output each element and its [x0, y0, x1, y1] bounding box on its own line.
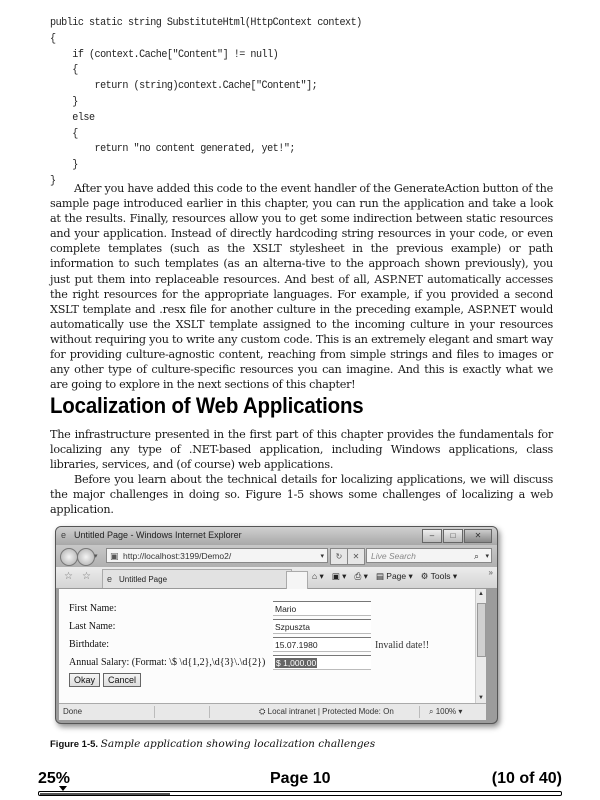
window-title: Untitled Page - Windows Internet Explorer	[74, 530, 242, 540]
favorites-star-icon[interactable]: ☆	[64, 571, 73, 582]
zoom-icon: ⌕	[429, 707, 436, 716]
search-icon[interactable]: ⌕	[473, 551, 479, 561]
code-line: }	[50, 95, 78, 108]
history-dropdown-icon[interactable]: ▾	[94, 553, 98, 560]
status-divider	[154, 706, 155, 718]
forward-button[interactable]	[77, 548, 95, 566]
section-heading: Localization of Web Applications	[50, 393, 364, 418]
code-listing	[50, 16, 362, 190]
salary-label: Annual Salary: (Format: \$ \d{1,2},\d{3}\.\d{2})	[69, 657, 266, 668]
vertical-scrollbar[interactable]	[475, 589, 486, 703]
birthdate-field[interactable]: 15.07.1980	[273, 637, 371, 652]
search-input[interactable]	[366, 548, 492, 563]
figure-browser-screenshot	[55, 526, 498, 724]
ie-tab-icon: e	[107, 574, 113, 584]
salary-field[interactable]	[273, 655, 371, 670]
code-line: return (string)context.Cache["Content"];	[50, 80, 318, 93]
ie-logo-icon: e	[61, 530, 67, 540]
scroll-thumb[interactable]	[477, 603, 486, 657]
first-name-label: First Name:	[69, 603, 117, 614]
add-favorites-icon[interactable]: ☆	[82, 571, 91, 582]
page-count: (10 of 40)	[491, 770, 562, 787]
code-line: if (context.Cache["Content"] != null)	[50, 48, 279, 61]
back-button[interactable]	[60, 548, 78, 566]
caption-label: Figure 1-5.	[50, 739, 99, 750]
browser-titlebar	[56, 527, 497, 545]
form-row-salary	[69, 655, 317, 673]
localization-form	[69, 601, 430, 691]
code-line: }	[50, 174, 56, 187]
progress-marker-icon[interactable]	[59, 786, 67, 791]
first-name-field[interactable]: Mario	[273, 601, 371, 616]
figure-caption	[50, 738, 375, 750]
code-line: }	[50, 159, 78, 172]
form-row-last-name	[69, 619, 310, 637]
birthdate-label: Birthdate:	[69, 639, 109, 650]
body-text-2	[50, 427, 553, 518]
status-divider	[419, 706, 420, 718]
tools-menu-label: Tools	[430, 571, 451, 581]
maximize-button[interactable]: □	[443, 529, 463, 543]
status-divider	[209, 706, 210, 718]
search-dropdown-icon[interactable]: ▾	[485, 553, 489, 560]
close-button[interactable]: ✕	[464, 529, 492, 543]
feeds-icon[interactable]: ▣ ▾	[331, 571, 347, 581]
refresh-button[interactable]: ↻	[330, 548, 348, 565]
status-text: Done	[63, 707, 83, 716]
command-bar	[56, 567, 497, 589]
code-line: public static string SubstituteHtml(HttpContext context)	[50, 17, 362, 29]
progress-fill	[40, 793, 170, 795]
tab-untitled-page[interactable]	[102, 569, 292, 588]
address-bar[interactable]	[106, 548, 328, 563]
salary-value-selected: $ 1,000.00	[276, 658, 317, 668]
code-line: return "no content generated, yet!";	[50, 143, 295, 156]
browser-navbar	[56, 545, 497, 567]
page-menu-label: Page	[386, 571, 407, 581]
paragraph: After you have added this code to the event handler of the GenerateAction button of the sample page introduced earlier in this chapter, you can run the application and take a look at the results. Finally, resources allow you to get some indirection between static resources and your application. Instead of directly hardcoding string resources in your code, or even complete templates (such as the XSLT stylesheet in the previous example) or path information to such templates (as an alterna-tive to the approach shown previously), you just put them into replaceable resources. And best of all, ASP.NET automatically accesses the right resources for the appropriate languages. For example, if you provided a second XSLT template and .resx file for another culture in the preceding example, ASP.NET would automatically use the XSLT template assigned to the incoming culture in your resources without requiring you to write any custom code. This is an extremely elegant and smart way for providing culture-agnostic content, reaching from simple strings and files to images or any other type of culture-specific resources you can imagine. And this is exactly what we are going to explore in the next sections of this chapter!	[50, 182, 553, 392]
code-line: {	[50, 32, 56, 45]
home-icon[interactable]: ⌂ ▾	[312, 571, 324, 581]
tools-menu[interactable]: ⚙ Tools ▾	[420, 571, 458, 581]
cancel-button[interactable]: Cancel	[103, 673, 141, 687]
code-line: else	[50, 111, 95, 124]
toolbar-overflow-icon[interactable]: »	[488, 568, 493, 577]
tab-label: Untitled Page	[119, 575, 168, 584]
last-name-field[interactable]: Szpuszta	[273, 619, 371, 634]
scroll-down-icon[interactable]: ▼	[478, 695, 484, 701]
zone-label: Local intranet | Protected Mode: On	[267, 707, 394, 716]
zone-icon: ⛭	[259, 707, 268, 716]
new-tab-button[interactable]	[286, 571, 308, 590]
print-icon[interactable]: ⎙ ▾	[354, 571, 368, 581]
form-row-birthdate	[69, 637, 430, 655]
okay-button[interactable]: Okay	[69, 673, 100, 687]
code-line: {	[50, 127, 78, 140]
reader-footer	[38, 770, 562, 790]
minimize-button[interactable]: –	[422, 529, 442, 543]
last-name-label: Last Name:	[69, 621, 116, 632]
paragraph: Before you learn about the technical details for localizing applications, we will discuss the major challenges in doing so. Figure 1-5 shows some challenges of localizing a web application.	[50, 473, 553, 517]
page-content	[59, 589, 486, 703]
reading-percent: 25%	[38, 770, 71, 787]
reading-progress-bar[interactable]	[38, 791, 562, 796]
command-toolbar	[312, 571, 457, 582]
page-number: Page 10	[270, 770, 331, 787]
address-url: http://localhost:3199/Demo2/	[123, 551, 232, 561]
body-text-1	[50, 181, 553, 392]
security-zone[interactable]	[259, 704, 394, 720]
form-buttons	[69, 673, 144, 691]
zoom-level[interactable]: ⌕ 100% ▾	[429, 707, 463, 716]
scroll-up-icon[interactable]: ▲	[478, 591, 484, 597]
zoom-label: 100%	[435, 707, 457, 716]
form-row-first-name	[69, 601, 297, 619]
status-bar	[59, 703, 486, 720]
caption-text: Sample application showing localization challenges	[100, 738, 376, 750]
stop-button[interactable]: ✕	[347, 548, 365, 565]
birthdate-error: Invalid date!!	[375, 640, 430, 651]
search-placeholder: Live Search	[371, 551, 416, 561]
code-line: {	[50, 64, 78, 77]
address-dropdown-icon[interactable]: ▾	[320, 553, 324, 560]
page-icon: ▣	[110, 551, 119, 561]
page-menu[interactable]: ▤ Page ▾	[375, 571, 413, 581]
paragraph: The infrastructure presented in the first part of this chapter provides the fundamentals for localizing any type of .NET-based application, including Windows applications, class libraries, services, and (of course) web applications.	[50, 428, 553, 472]
